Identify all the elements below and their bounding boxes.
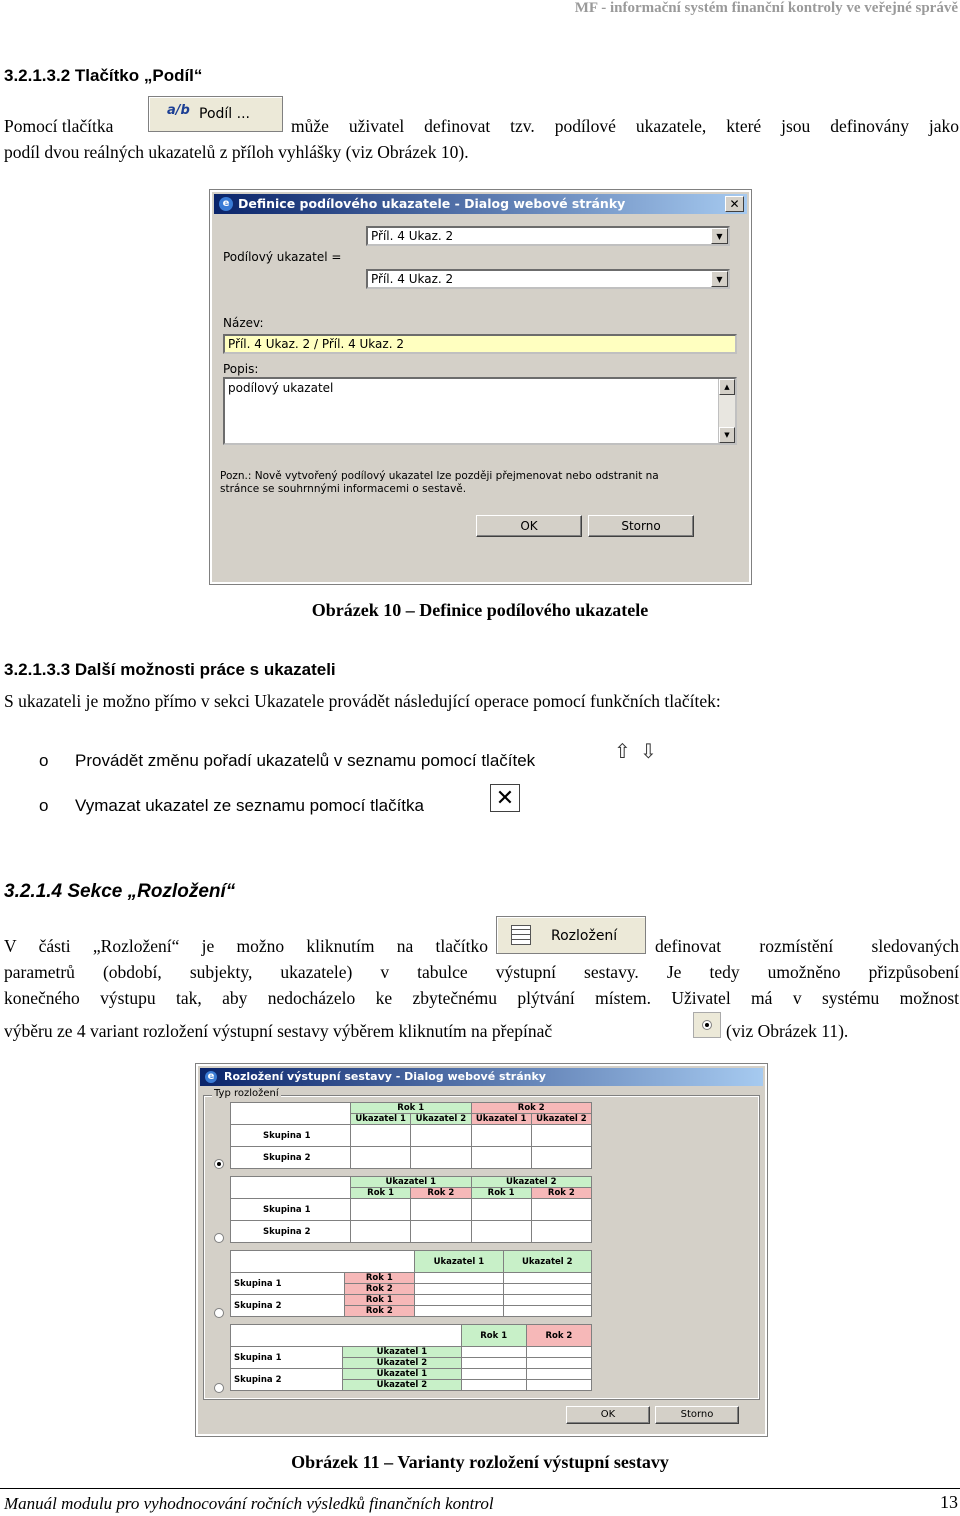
ie-icon: e bbox=[219, 197, 233, 211]
layout-radio-3[interactable] bbox=[214, 1308, 224, 1318]
cell-skupina1: Skupina 1 bbox=[231, 1273, 345, 1295]
dialog-rozlozeni bbox=[196, 1064, 767, 1436]
cell-skupina2: Skupina 2 bbox=[231, 1147, 351, 1169]
cell-ukazatel2: Ukazatel 2 bbox=[531, 1114, 591, 1125]
cell-rok2: Rok 2 bbox=[411, 1188, 471, 1199]
denominator-value: Příl. 4 Ukaz. 2 bbox=[371, 272, 454, 286]
cell-rok1: Rok 1 bbox=[471, 1188, 531, 1199]
figure11-caption: Obrázek 11 – Varianty rozložení výstupní sestavy bbox=[291, 1452, 669, 1472]
cell-ukazatel2: Ukazatel 2 bbox=[343, 1358, 461, 1369]
scroll-up-icon[interactable]: ▲ bbox=[719, 379, 735, 395]
cell-skupina2: Skupina 2 bbox=[231, 1369, 343, 1391]
layout-variant-1 bbox=[230, 1102, 592, 1169]
cell-rok1: Rok 1 bbox=[461, 1325, 526, 1347]
dialog-podilovy-ukazatel bbox=[210, 190, 751, 584]
cell-ukazatel2: Ukazatel 2 bbox=[471, 1177, 592, 1188]
bullet2-text: Vymazat ukazatel ze seznamu pomocí tlačítka bbox=[75, 796, 424, 815]
radio-selected-icon bbox=[702, 1020, 712, 1030]
chevron-down-icon[interactable]: ▼ bbox=[711, 271, 728, 287]
cell-rok2: Rok 2 bbox=[471, 1103, 592, 1114]
cell-skupina1: Skupina 1 bbox=[231, 1199, 351, 1221]
footer-divider bbox=[0, 1488, 960, 1489]
rozlozeni-line3: konečného výstupu tak, aby nedocházelo ke zbytečnému plýtvání místem. Uživatel má v systému možnost bbox=[4, 988, 959, 1008]
layout-variant-3 bbox=[230, 1250, 592, 1317]
cell-skupina2: Skupina 2 bbox=[231, 1295, 345, 1317]
rozlozeni-button-label: Rozložení bbox=[551, 928, 618, 944]
rozlozeni-line1-after: definovat rozmístění sledovaných bbox=[655, 936, 959, 956]
cell-rok2: Rok 2 bbox=[526, 1325, 591, 1347]
podil-button-label: Podíl ... bbox=[199, 106, 250, 122]
storno-button[interactable]: Storno bbox=[655, 1406, 739, 1424]
section-heading-rozlozeni: 3.2.1.4 Sekce „Rozložení“ bbox=[4, 881, 236, 902]
rozlozeni-line4-after: (viz Obrázek 11). bbox=[726, 1021, 849, 1041]
cell-rok2: Rok 2 bbox=[344, 1284, 415, 1295]
cell-skupina1: Skupina 1 bbox=[231, 1347, 343, 1369]
layout-radio-4[interactable] bbox=[214, 1383, 224, 1393]
page-number: 13 bbox=[940, 1492, 958, 1512]
cell-rok1: Rok 1 bbox=[344, 1273, 415, 1284]
cell-skupina2: Skupina 2 bbox=[231, 1221, 351, 1243]
bullet1-text: Provádět změnu pořadí ukazatelů v seznamu pomocí tlačítek bbox=[75, 751, 536, 770]
chevron-down-icon[interactable]: ▼ bbox=[711, 228, 728, 244]
group-label: Typ rozložení bbox=[214, 1088, 279, 1099]
rozlozeni-line1-before: V části „Rozložení“ je možno kliknutím na tlačítko bbox=[4, 936, 488, 956]
rozlozeni-button-image bbox=[496, 916, 646, 954]
storno-button[interactable]: Storno bbox=[588, 515, 694, 537]
popis-label: Popis: bbox=[223, 362, 259, 376]
cell-skupina1: Skupina 1 bbox=[231, 1125, 351, 1147]
cell-rok1: Rok 1 bbox=[351, 1188, 411, 1199]
layout-variant-2 bbox=[230, 1176, 592, 1243]
podil-text-line2: podíl dvou reálných ukazatelů z příloh vyhlášky (viz Obrázek 10). bbox=[4, 142, 469, 162]
cell-ukazatel1: Ukazatel 1 bbox=[343, 1369, 461, 1380]
dialog2-titlebar bbox=[200, 1068, 763, 1086]
figure10-caption: Obrázek 10 – Definice podílového ukazatele bbox=[311, 600, 649, 620]
table-icon bbox=[511, 925, 531, 945]
delete-icon: ✕ bbox=[490, 784, 520, 812]
cell-ukazatel2: Ukazatel 2 bbox=[503, 1251, 591, 1273]
layout-radio-1[interactable] bbox=[214, 1159, 224, 1169]
cell-ukazatel1: Ukazatel 1 bbox=[351, 1177, 472, 1188]
nazev-label: Název: bbox=[223, 316, 264, 330]
cell-ukazatel2: Ukazatel 2 bbox=[411, 1114, 471, 1125]
footer-title: Manuál modulu pro vyhodnocování ročních výsledků finančních kontrol bbox=[4, 1494, 494, 1513]
page-header: MF - informační systém finanční kontroly ve veřejné správě bbox=[574, 0, 958, 16]
note-line2: stránce se souhrnnými informacemi o sestavě. bbox=[220, 483, 467, 495]
numerator-select[interactable] bbox=[366, 226, 730, 246]
cell-ukazatel2: Ukazatel 2 bbox=[343, 1380, 461, 1391]
nazev-input[interactable]: Příl. 4 Ukaz. 2 / Příl. 4 Ukaz. 2 bbox=[223, 334, 737, 354]
podil-text-line1: může uživatel definovat tzv. podílové ukazatele, které jsou definovány jako bbox=[291, 116, 959, 136]
podil-button-image bbox=[148, 96, 283, 132]
podilovy-label: Podílový ukazatel = bbox=[223, 250, 342, 264]
close-icon[interactable]: ✕ bbox=[725, 196, 744, 212]
cell-ukazatel1: Ukazatel 1 bbox=[343, 1347, 461, 1358]
note-line1: Pozn.: Nově vytvořený podílový ukazatel lze později přejmenovat nebo odstranit na bbox=[220, 470, 659, 482]
bullet-mark: o bbox=[39, 751, 49, 770]
textarea-scrollbar[interactable] bbox=[718, 379, 735, 443]
cell-ukazatel1: Ukazatel 1 bbox=[415, 1251, 503, 1273]
section-heading-podil: 3.2.1.3.2 Tlačítko „Podíl“ bbox=[4, 66, 203, 85]
cell-rok1: Rok 1 bbox=[351, 1103, 472, 1114]
layout-variant-4 bbox=[230, 1324, 592, 1391]
cell-rok1: Rok 1 bbox=[344, 1295, 415, 1306]
popis-textarea[interactable] bbox=[223, 377, 737, 445]
dialog1-note bbox=[220, 470, 659, 496]
rozlozeni-line4-before: výběru ze 4 variant rozložení výstupní sestavy výběrem kliknutím na přepínač bbox=[4, 1021, 553, 1041]
popis-value: podílový ukazatel bbox=[228, 381, 334, 395]
bullet-mark: o bbox=[39, 796, 49, 815]
rozlozeni-line2: parametrů (období, subjekty, ukazatele) v tabulce výstupní sestavy. Je tedy umožněno přizpůsobení bbox=[4, 962, 959, 982]
cell-ukazatel1: Ukazatel 1 bbox=[471, 1114, 531, 1125]
dialog1-title: Definice podílového ukazatele - Dialog webové stránky bbox=[238, 196, 626, 211]
ok-button[interactable]: OK bbox=[476, 515, 582, 537]
cell-ukazatel1: Ukazatel 1 bbox=[351, 1114, 411, 1125]
dialog1-titlebar bbox=[214, 194, 747, 214]
dialog2-title: Rozložení výstupní sestavy - Dialog webové stránky bbox=[224, 1070, 546, 1083]
scroll-down-icon[interactable]: ▼ bbox=[719, 427, 735, 443]
ie-icon: e bbox=[205, 1071, 217, 1083]
arrow-up-icon: ⇧ bbox=[614, 741, 631, 763]
ok-button[interactable]: OK bbox=[566, 1406, 650, 1424]
section-heading-dalsi: 3.2.1.3.3 Další možnosti práce s ukazateli bbox=[4, 660, 336, 679]
arrow-down-icon: ⇩ bbox=[640, 741, 657, 763]
numerator-value: Příl. 4 Ukaz. 2 bbox=[371, 229, 454, 243]
dalsi-paragraph: S ukazateli je možno přímo v sekci Ukazatele provádět následující operace pomocí funkčních tlačítek: bbox=[4, 691, 721, 711]
cell-rok2: Rok 2 bbox=[344, 1306, 415, 1317]
radio-icon bbox=[693, 1012, 721, 1038]
layout-radio-2[interactable] bbox=[214, 1233, 224, 1243]
ratio-icon: a/b bbox=[167, 103, 190, 118]
denominator-select[interactable] bbox=[366, 269, 730, 289]
podil-text-before: Pomocí tlačítka bbox=[4, 116, 114, 136]
cell-rok2: Rok 2 bbox=[531, 1188, 591, 1199]
